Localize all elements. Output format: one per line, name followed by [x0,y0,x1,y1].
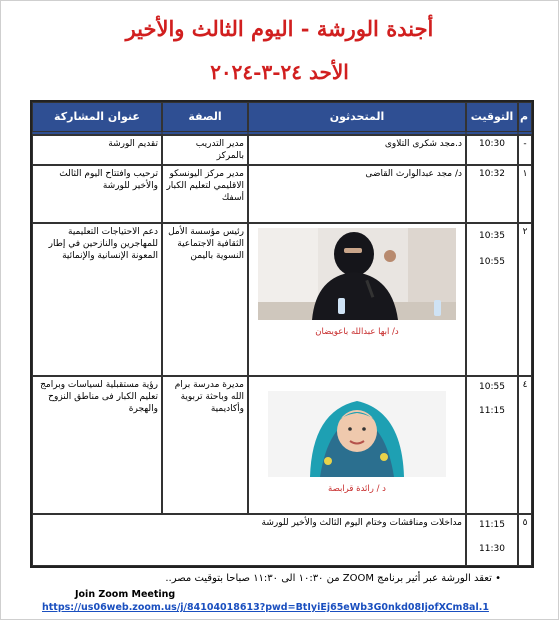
row-time: 10:32 [466,165,518,223]
table-header-row [32,102,532,135]
row-time: 11:15 11:30 [466,514,518,566]
header-time: التوقيت [466,102,518,135]
row-topic: رؤية مستقبلية لسياسات وبرامج تعليم الكبار فى مناطق النزوح والهجرة [32,376,162,514]
row-topic: دعم الاحتياجات التعليمية للمهاجرين والنازحين في إطار المعونة الإنسانية والإنمائية [32,223,162,376]
row-role: رئيس مؤسسة الأمل الثقافية الاجتماعية النسوية باليمن [162,223,248,376]
row-role: مديرة مدرسة برام الله وباحثة تربوية وأكاديمية [162,376,248,514]
row-time: 10:35 10:55 [466,223,518,376]
row-topic: ترحيب وافتتاح اليوم الثالث والأخير للورشة [32,165,162,223]
agenda-date: الأحد ٢٤-٣-٢٠٢٤ [210,60,349,84]
header-topic: عنوان المشاركة [32,102,162,135]
row-num: ٤ [518,376,532,514]
table-row [32,165,532,223]
row-num: ١ [518,165,532,223]
speaker-caption: د/ ابها عبدالله باعويضان [315,327,399,337]
table-row [32,223,532,376]
agenda-table [30,100,534,568]
zoom-note: • تعقد الورشة عبر أثير برنامج ZOOM من ١٠:٣٠ الى ١١:٣٠ صباحا بتوقيت مصر.. [165,573,501,584]
row-closing: مداخلات ومناقشات وختام اليوم الثالث والأخير للورشة [32,514,466,566]
zoom-title: Join Zoom Meeting [75,589,176,600]
agenda-title: أجندة الورشة - اليوم الثالث والأخير [125,16,434,41]
row-time: 10:30 [466,135,518,165]
table-row [32,376,532,514]
row-speaker: د/ مجد عبدالوارث القاضى [248,165,466,223]
row-role: مدير مركز اليونسكو الاقليمي لتعليم الكبار أسفك [162,165,248,223]
header-speakers: المتحدثون [248,102,466,135]
table-row [32,135,532,165]
row-time: 10:55 11:15 [466,376,518,514]
table-row [32,514,532,566]
row-speaker [248,223,466,376]
row-speaker: د.مجد شكرى التلاوى [248,135,466,165]
speaker-caption: د / رائدة قرابصة [328,484,386,494]
header-num: م [518,102,532,135]
row-role: مدير التدريب بالمركز [162,135,248,165]
speaker-photo [258,228,456,320]
row-speaker [248,376,466,514]
speaker-photo [268,391,446,477]
row-topic: تقديم الورشة [32,135,162,165]
row-num: - [518,135,532,165]
row-num: ٥ [518,514,532,566]
zoom-link[interactable]: https://us06web.zoom.us/j/84104018613?pwd=BtIyiEj65eWb3G0nkd08IjofXCm8al.1 [42,602,489,613]
header-role: الصفة [162,102,248,135]
row-num: ٢ [518,223,532,376]
